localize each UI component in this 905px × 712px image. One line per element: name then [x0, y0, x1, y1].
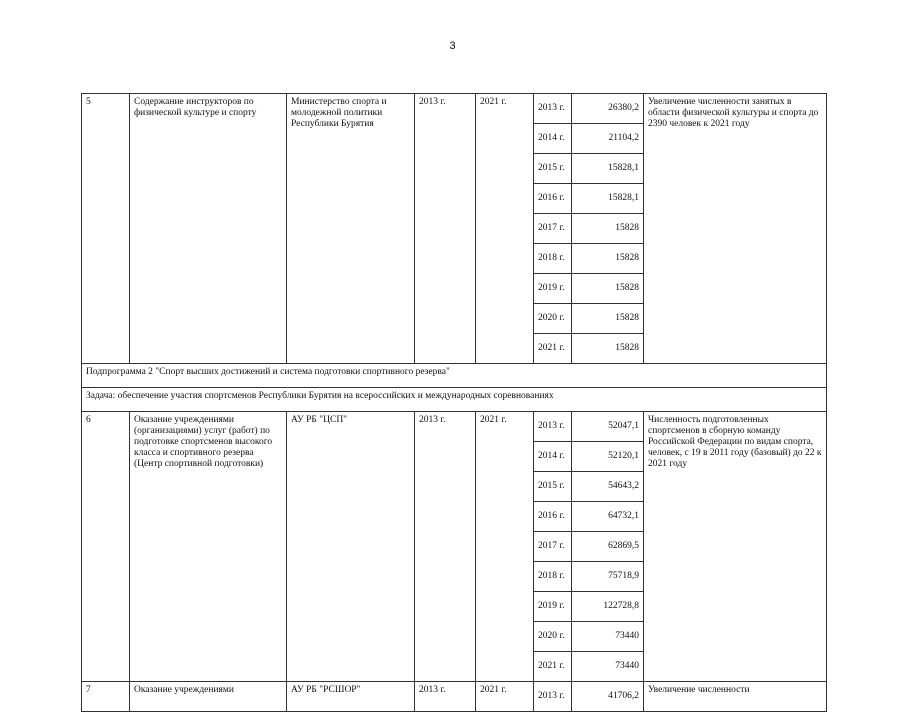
- activity-name-cell: Оказание учреждениями: [130, 682, 287, 712]
- funding-year-cell: 2020 г.: [534, 622, 572, 652]
- table-row: [82, 412, 827, 442]
- funding-value-cell: 21104,2: [572, 124, 644, 154]
- funding-value-cell: 15828,1: [572, 154, 644, 184]
- funding-value-cell: 15828: [572, 244, 644, 274]
- funding-value-cell: 26380,2: [572, 94, 644, 124]
- subprogram-heading: Подпрограмма 2 "Спорт высших достижений и система подготовки спортивного резерва": [82, 364, 827, 388]
- funding-value-cell: 73440: [572, 622, 644, 652]
- funding-year-cell: 2015 г.: [534, 472, 572, 502]
- funding-year-cell: 2017 г.: [534, 214, 572, 244]
- funding-value-cell: 52120,1: [572, 442, 644, 472]
- funding-year-cell: 2014 г.: [534, 124, 572, 154]
- funding-year-cell: 2013 г.: [534, 94, 572, 124]
- funding-value-cell: 62869,5: [572, 532, 644, 562]
- row-number-cell: 6: [82, 412, 130, 682]
- executor-cell: Министерство спорта и молодежной политики Республики Бурятия: [287, 94, 415, 364]
- funding-value-cell: 73440: [572, 652, 644, 682]
- expected-result-cell: Численность подготовленных спортсменов в сборную команду Российской Федерации по видам спорта, человек, с 19 в 2011 году (базовый) до 22 к 2021 году: [644, 412, 827, 682]
- start-year-cell: 2013 г.: [415, 412, 476, 682]
- funding-year-cell: 2018 г.: [534, 562, 572, 592]
- funding-year-cell: 2021 г.: [534, 334, 572, 364]
- funding-year-cell: 2020 г.: [534, 304, 572, 334]
- row-number-cell: 5: [82, 94, 130, 364]
- program-table: [81, 93, 827, 712]
- expected-result-cell: Увеличение численности занятых в области физической культуры и спорта до 2390 человек к 2021 году: [644, 94, 827, 364]
- start-year-cell: 2013 г.: [415, 682, 476, 712]
- task-heading: Задача: обеспечение участия спортсменов Республики Бурятия на всероссийских и международных соревнованиях: [82, 388, 827, 412]
- funding-value-cell: 15828,1: [572, 184, 644, 214]
- funding-value-cell: 54643,2: [572, 472, 644, 502]
- funding-year-cell: 2021 г.: [534, 652, 572, 682]
- funding-year-cell: 2017 г.: [534, 532, 572, 562]
- funding-year-cell: 2016 г.: [534, 184, 572, 214]
- funding-year-cell: 2018 г.: [534, 244, 572, 274]
- expected-result-cell: Увеличение численности: [644, 682, 827, 712]
- page-number: 3: [449, 40, 456, 52]
- funding-year-cell: 2014 г.: [534, 442, 572, 472]
- table-row: [82, 94, 827, 124]
- row-number-cell: 7: [82, 682, 130, 712]
- executor-cell: АУ РБ "РСШОР": [287, 682, 415, 712]
- funding-year-cell: 2019 г.: [534, 274, 572, 304]
- end-year-cell: 2021 г.: [476, 94, 534, 364]
- table-row: [82, 682, 827, 712]
- funding-value-cell: 15828: [572, 334, 644, 364]
- funding-year-cell: 2013 г.: [534, 682, 572, 712]
- activity-name-cell: Содержание инструкторов по физической культуре и спорту: [130, 94, 287, 364]
- funding-value-cell: 52047,1: [572, 412, 644, 442]
- funding-value-cell: 15828: [572, 304, 644, 334]
- funding-year-cell: 2013 г.: [534, 412, 572, 442]
- funding-year-cell: 2019 г.: [534, 592, 572, 622]
- executor-cell: АУ РБ "ЦСП": [287, 412, 415, 682]
- funding-value-cell: 122728,8: [572, 592, 644, 622]
- funding-value-cell: 75718,9: [572, 562, 644, 592]
- table-row: [82, 364, 827, 388]
- funding-year-cell: 2015 г.: [534, 154, 572, 184]
- funding-value-cell: 41706,2: [572, 682, 644, 712]
- funding-value-cell: 15828: [572, 214, 644, 244]
- end-year-cell: 2021 г.: [476, 412, 534, 682]
- activity-name-cell: Оказание учреждениями (организациями) услуг (работ) по подготовке спортсменов высокого класса и спортивного резерва (Центр спортивной подготовки): [130, 412, 287, 682]
- funding-year-cell: 2016 г.: [534, 502, 572, 532]
- funding-value-cell: 64732,1: [572, 502, 644, 532]
- table-row: [82, 388, 827, 412]
- start-year-cell: 2013 г.: [415, 94, 476, 364]
- end-year-cell: 2021 г.: [476, 682, 534, 712]
- funding-value-cell: 15828: [572, 274, 644, 304]
